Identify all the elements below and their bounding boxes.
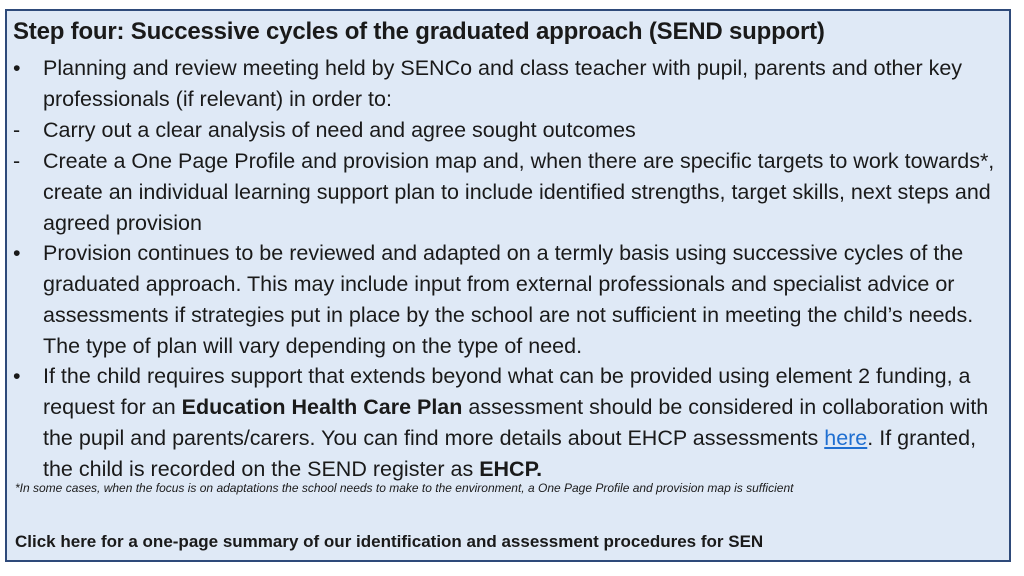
list-item xyxy=(13,238,998,362)
list-item xyxy=(13,115,998,146)
ehcp-label: EHCP. xyxy=(479,457,543,481)
text-run: assessment should be considered in collaboration with the pupil and parents/carers. You can find more details about EHCP assessments xyxy=(43,395,989,450)
dash-marker: - xyxy=(13,118,21,142)
bullet-marker: • xyxy=(13,56,21,80)
list-item-text: Carry out a clear analysis of need and agree sought outcomes xyxy=(43,118,636,142)
ehcp-details-link[interactable]: here xyxy=(824,426,868,450)
text-run: . If granted, the child is recorded on the SEND register as xyxy=(43,426,977,481)
text-run: If the child requires support that extends beyond what can be provided using element 2 funding, a request for an xyxy=(43,364,971,419)
slide-title: Step four: Successive cycles of the graduated approach (SEND support) xyxy=(13,18,825,45)
list-item-text xyxy=(43,361,998,485)
list-item-text: Provision continues to be reviewed and adapted on a termly basis using successive cycles of the graduated approach. This may include input from external professionals and specialist advice or assessments if strategies put in place by the school are not sufficient in meeting the child’s needs. The type of plan will vary depending on the type of need. xyxy=(43,241,974,358)
ehcp-emphasis: Education Health Care Plan xyxy=(181,395,463,419)
footnote: *In some cases, when the focus is on adaptations the school needs to make to the environment, a One Page Profile and provision map is sufficient xyxy=(15,481,794,495)
bullet-marker: • xyxy=(13,241,21,265)
dash-marker: - xyxy=(13,149,21,173)
summary-link[interactable]: Click here for a one-page summary of our identification and assessment procedures for SEN xyxy=(15,532,764,551)
list-item-text: Create a One Page Profile and provision map and, when there are specific targets to work towards*, create an individual learning support plan to include identified strengths, target skills, next steps and agreed provision xyxy=(43,149,995,235)
list-item xyxy=(13,146,998,239)
list-item xyxy=(13,53,998,115)
list-item xyxy=(13,361,998,485)
bullet-marker: • xyxy=(13,364,21,388)
list-item-text: Planning and review meeting held by SENCo and class teacher with pupil, parents and other key professionals (if relevant) in order to: xyxy=(43,56,963,111)
